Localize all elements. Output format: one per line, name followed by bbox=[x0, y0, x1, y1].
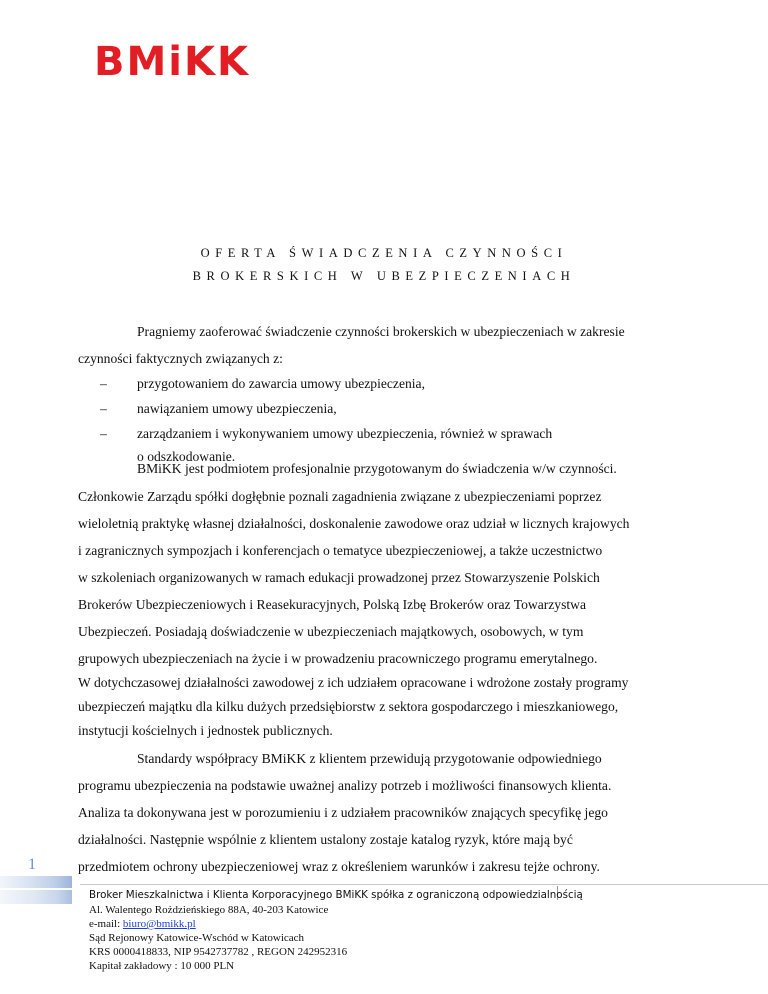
bullet-dash: – bbox=[100, 376, 107, 391]
paragraph-2-line: i zagranicznych sympozjach i konferencjach o tematyce ubezpieczeniowej, a także uczestnictwo bbox=[78, 543, 603, 558]
footer-email-link[interactable]: biuro@bmikk.pl bbox=[122, 918, 196, 930]
bullet-dash: – bbox=[100, 426, 107, 441]
page-number-decoration bbox=[0, 876, 72, 888]
paragraph-3-line: Standardy współpracy BMiKK z klientem przewidują przygotowanie odpowiedniego bbox=[137, 751, 602, 766]
paragraph-3-line: przedmiotem ochrony ubezpieczeniowej wraz z określeniem warunków i zakresu tejże ochrony. bbox=[78, 859, 600, 874]
paragraph-2-line: w szkoleniach organizowanych w ramach edukacji prowadzonej przez Stowarzyszenie Polskich bbox=[78, 570, 600, 585]
paragraph-2-line: BMiKK jest podmiotem profesjonalnie przygotowanym do świadczenia w/w czynności. bbox=[137, 461, 617, 476]
paragraph-2-line: Brokerów Ubezpieczeniowych i Reasekuracyjnych, Polską Izbę Brokerów oraz Towarzystwa bbox=[78, 597, 586, 612]
document-title-line-1: OFERTA ŚWIADCZENIA CZYNNOŚCI bbox=[200, 246, 568, 260]
paragraph-3-line: Analiza ta dokonywana jest w porozumieniu i z udziałem pracowników znających specyfikę jego bbox=[78, 805, 608, 820]
bmikk-logo: BMiKK bbox=[94, 39, 250, 85]
paragraph-2-line: grupowych ubezpieczeniach na życie i w prowadzeniu pracowniczego programu emerytalnego. bbox=[78, 651, 598, 666]
paragraph-2-line: wieloletnią praktykę własnej działalności, doskonalenie zawodowe oraz udział w licznych krajowych bbox=[78, 516, 630, 531]
page-number: 1 bbox=[28, 856, 36, 873]
paragraph-2-line: Ubezpieczeń. Posiadają doświadczenie w ubezpieczeniach majątkowych, osobowych, w tym bbox=[78, 624, 584, 639]
paragraph-3-line: programu ubezpieczenia na podstawie uważnej analizy potrzeb i możliwości finansowych klienta. bbox=[78, 778, 612, 793]
paragraph-2-line: W dotychczasowej działalności zawodowej z ich udziałem opracowane i wdrożone zostały programy bbox=[78, 675, 629, 690]
paragraph-3-line: działalności. Następnie wspólnie z klientem ustalony zostaje katalog ryzyk, które mają być bbox=[78, 832, 573, 847]
footer-court: Sąd Rejonowy Katowice-Wschód w Katowicach bbox=[89, 932, 305, 944]
intro-line-2: czynności faktycznych związanych z: bbox=[78, 351, 283, 366]
footer-registry: KRS 0000418833, NIP 9542737782 , REGON 242952316 bbox=[89, 946, 348, 958]
footer-email-line bbox=[89, 919, 196, 930]
bullet-dash: – bbox=[100, 401, 107, 416]
footer-capital: Kapitał zakładowy : 10 000 PLN bbox=[89, 960, 235, 972]
bullet-item-1: przygotowaniem do zawarcia umowy ubezpieczenia, bbox=[137, 376, 425, 391]
paragraph-2-line: instytucji kościelnych i jednostek publicznych. bbox=[78, 723, 333, 738]
footer-email-label: e-mail: bbox=[89, 918, 123, 930]
bullet-item-2: nawiązaniem umowy ubezpieczenia, bbox=[137, 401, 337, 416]
paragraph-2-line: Członkowie Zarządu spółki dogłębnie poznali zagadnienia związane z ubezpieczeniami poprzez bbox=[78, 489, 602, 504]
footer-address: Al. Walentego Rożdzieńskiego 88A, 40-203 Katowice bbox=[89, 904, 329, 916]
intro-line-1: Pragniemy zaoferować świadczenie czynności brokerskich w ubezpieczeniach w zakresie bbox=[137, 324, 625, 339]
paragraph-2-line: ubezpieczeń majątku dla kilku dużych przedsiębiorstw z sektora gospodarczego i mieszkaniowego, bbox=[78, 699, 619, 714]
footer-divider bbox=[80, 884, 768, 885]
document-title-line-2: BROKERSKICH W UBEZPIECZENIACH bbox=[192, 269, 576, 283]
bullet-item-3: zarządzaniem i wykonywaniem umowy ubezpieczenia, również w sprawach bbox=[137, 426, 553, 441]
footer-company: Broker Mieszkalnictwa i Klienta Korporacyjnego BMiKK spółka z ograniczoną odpowiedzialnością bbox=[89, 889, 583, 901]
bullet-item-3-continued: o odszkodowanie. bbox=[137, 449, 236, 464]
